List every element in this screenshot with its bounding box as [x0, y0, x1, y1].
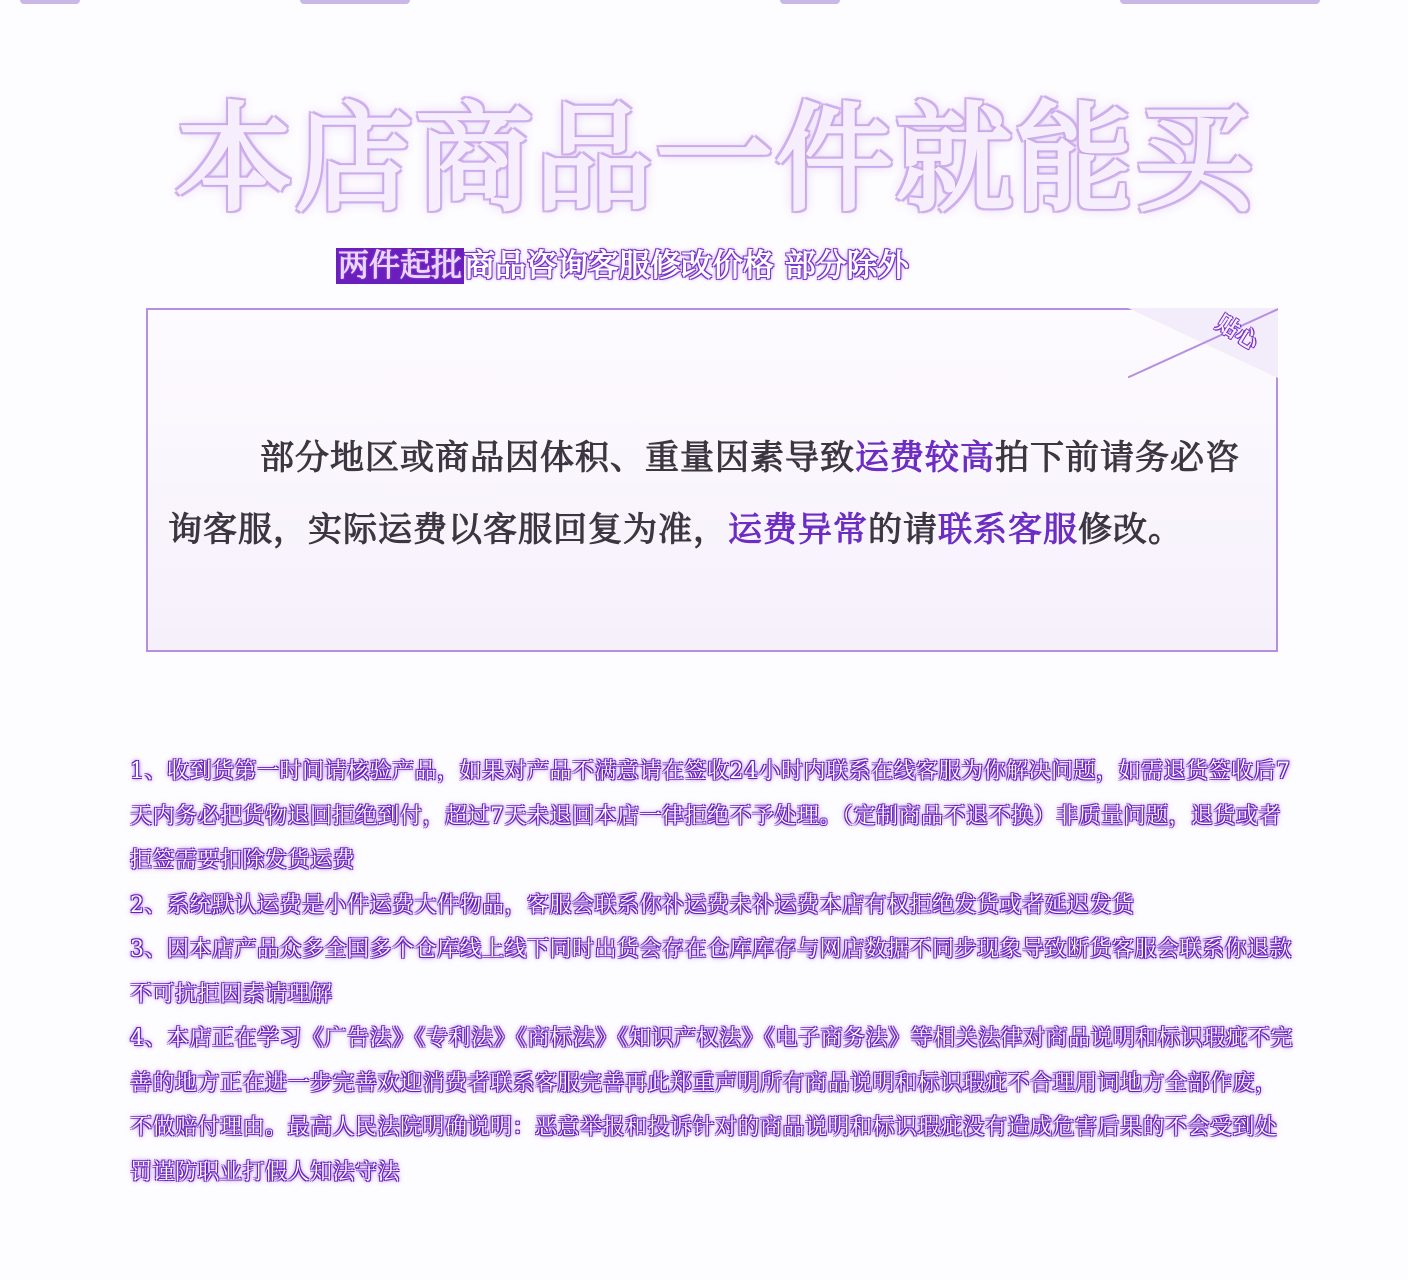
top-decoration [0, 0, 1408, 6]
notice-highlight-abnormal-shipping: 运费异常 [728, 510, 868, 550]
notice-highlight-contact-service: 联系客服 [938, 510, 1078, 550]
terms-item-1: 1、收到货第一时间请核验产品，如果对产品不满意请在签收24小时内联系在线客服为你解决问题，如需退货签收后7天内务必把货物退回拒绝到付，超过7天未退回本店一律拒绝不予处理。（定制商品不退不换）非质量问题，退货或者拒签需要扣除发货运费 [130, 759, 1291, 873]
notice-corner-tag [1128, 308, 1278, 378]
terms-item-2: 2、系统默认运费是小件运费大件物品，客服会联系你补运费未补运费本店有权拒绝发货或者延迟发货 [130, 892, 1135, 918]
store-terms-list [130, 750, 1296, 1195]
notice-highlight-high-shipping: 运费较高 [855, 438, 995, 478]
subheadline-highlight: 两件起批 [338, 248, 462, 284]
shipping-notice-box [146, 308, 1278, 652]
notice-text-segment: 部分地区或商品因体积、重量因素导致 [260, 438, 855, 478]
corner-label: 贴心 [1211, 310, 1263, 356]
notice-text-segment: 拍下前请务必咨询客服，实际运费以客服回复为准， [168, 438, 1240, 550]
notice-text-segment: 的请 [868, 510, 938, 550]
subheadline [336, 246, 1056, 286]
subheadline-text: 商品咨询客服修改价格 部分除外 [464, 248, 909, 284]
notice-text-segment: 修改。 [1078, 510, 1183, 550]
terms-item-3: 3、因本店产品众多全国多个仓库线上线下同时出货会存在仓库库存与网店数据不同步现象导致断货客服会联系你退款不可抗拒因素请理解 [130, 937, 1293, 1007]
terms-item-4: 4、本店正在学习《广告法》《专利法》《商标法》《知识产权法》《电子商务法》等相关法律对商品说明和标识瑕疵不完善的地方正在进一步完善欢迎消费者联系客服完善再此郑重声明所有商品说明和标识瑕疵不合理用词地方全部作废，不做赔付理由。最高人民法院明确说明：恶意举报和投诉针对的商品说明和标识瑕疵没有造成危害后果的不会受到处罚谨防职业打假人知法守法 [130, 1026, 1294, 1185]
page-headline: 本店商品一件就能买 [174, 90, 1255, 228]
shipping-notice-text [168, 422, 1258, 566]
